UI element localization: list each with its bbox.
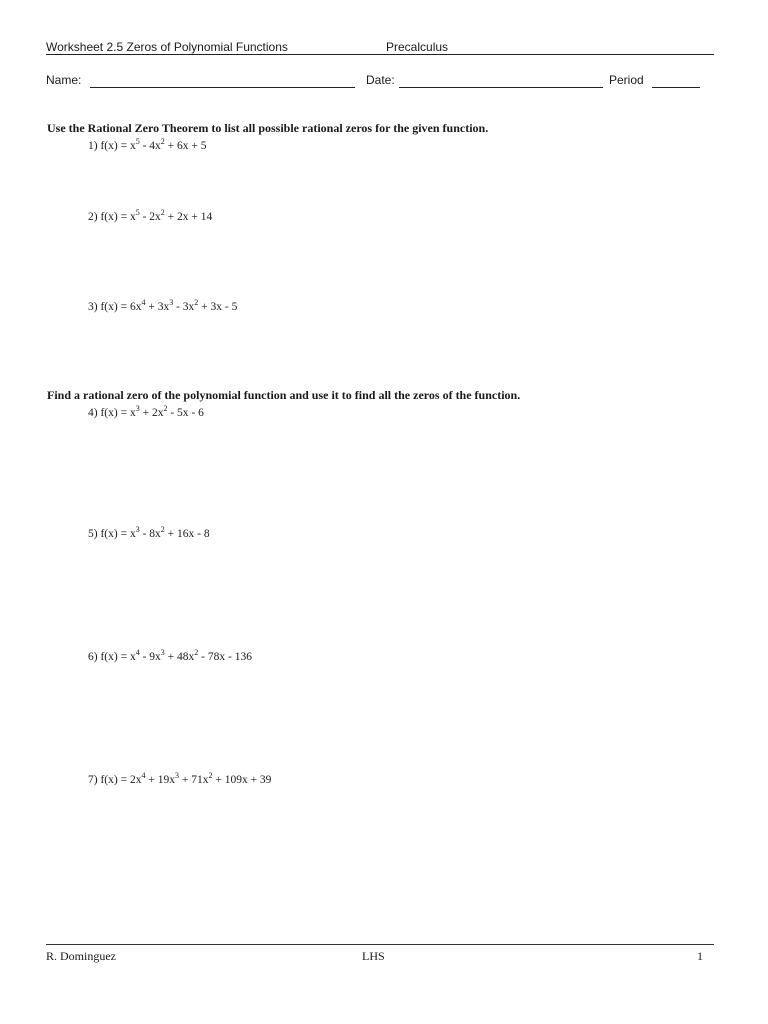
header-divider — [46, 54, 714, 55]
period-label: Period — [609, 73, 644, 87]
problem-2: 2) $f(x) = x^5 - 2x^2 + 2x + 14$ — [88, 208, 213, 223]
name-blank[interactable] — [90, 87, 355, 88]
footer-divider — [46, 944, 714, 945]
section-1-instruction: Use the Rational Zero Theorem to list all possible rational zeros for the given function. — [47, 121, 489, 135]
problem-4: 4) $f(x) = x^3 + 2x^2 - 5x - 6$ — [88, 404, 204, 419]
section-2-instruction: Find a rational zero of the polynomial function and use it to find all the zeros of the function. — [47, 388, 521, 402]
name-label: Name: — [46, 73, 82, 87]
worksheet-title: Worksheet 2.5 Zeros of Polynomial Functions — [46, 40, 288, 54]
date-blank[interactable] — [399, 87, 603, 88]
footer-author: R. Dominguez — [46, 949, 116, 963]
problem-7: 7) $f(x) = 2x^4 + 19x^3 + 71x^2 + 109x + 39$ — [88, 771, 272, 786]
date-label: Date: — [366, 73, 395, 87]
problem-6: 6) $f(x) = x^4 - 9x^3 + 48x^2 - 78x - 136$ — [88, 648, 252, 663]
page-number: 1 — [697, 949, 703, 963]
problem-5: 5) $f(x) = x^3 - 8x^2 + 16x - 8$ — [88, 525, 210, 540]
problem-3: 3) $f(x) = 6x^4 + 3x^3 - 3x^2 + 3x - 5$ — [88, 298, 238, 313]
footer-school: LHS — [362, 949, 385, 963]
course-name: Precalculus — [386, 40, 449, 54]
period-blank[interactable] — [652, 87, 700, 88]
problem-1: 1) $f(x) = x^5 - 4x^2 + 6x + 5$ — [88, 137, 207, 152]
